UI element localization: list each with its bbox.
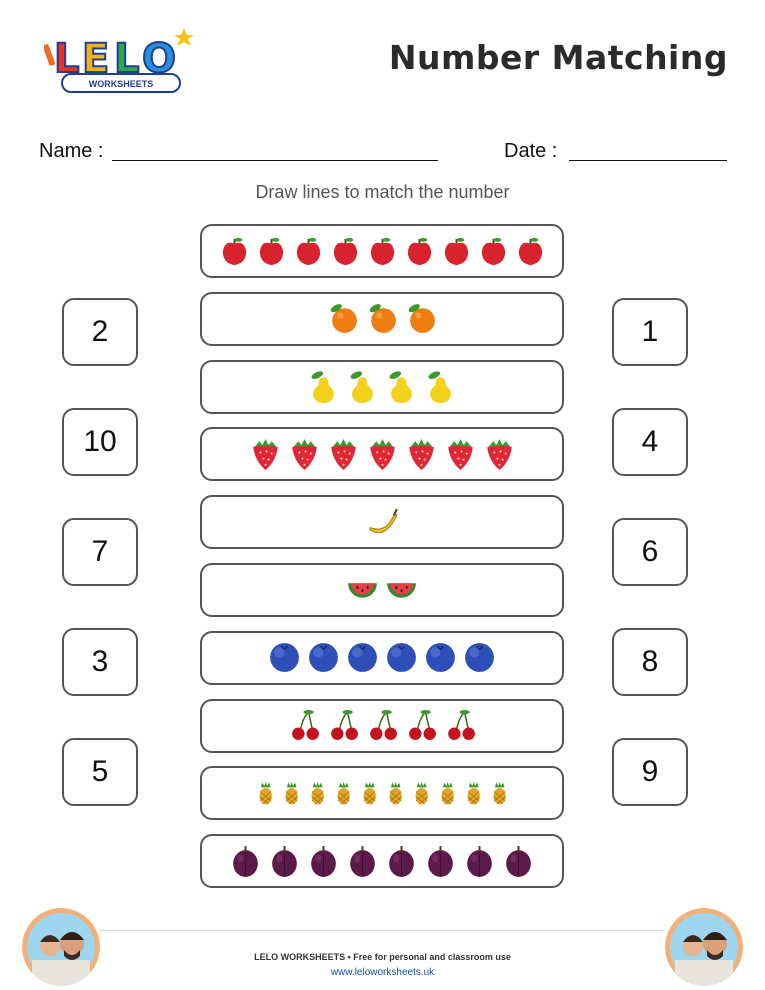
- apple-icon: [514, 235, 547, 268]
- logo-subtitle: WORKSHEETS: [88, 79, 154, 89]
- pear-icon: [345, 369, 380, 404]
- plum-icon: [423, 844, 458, 879]
- footer-url[interactable]: www.leloworksheets.uk: [330, 967, 435, 978]
- orange-icon: [365, 301, 400, 336]
- svg-text:E: E: [82, 36, 110, 82]
- lelo-logo: [44, 26, 204, 96]
- left-number-box-3[interactable]: 3: [62, 628, 138, 696]
- plum-icon: [501, 844, 536, 879]
- plum-icon: [306, 844, 341, 879]
- left-number-box-10[interactable]: 10: [62, 408, 138, 476]
- strawberry-icon: [365, 437, 400, 472]
- apple-icon: [255, 235, 288, 268]
- date-field-line[interactable]: [569, 160, 727, 161]
- author-avatar-right: [665, 908, 743, 986]
- right-number-box-1[interactable]: 1: [612, 298, 688, 366]
- blueberry-icon: [423, 640, 458, 675]
- pineapple-icon: [384, 777, 406, 810]
- apple-icon: [329, 235, 362, 268]
- cherry-icon: [287, 708, 322, 743]
- pineapple-icon: [410, 777, 432, 810]
- blueberry-icon: [306, 640, 341, 675]
- right-number-box-6[interactable]: 6: [612, 518, 688, 586]
- apple-icon: [403, 235, 436, 268]
- plum-icon: [267, 844, 302, 879]
- cherry-icon: [443, 708, 478, 743]
- apple-icon: [477, 235, 510, 268]
- right-number-box-9[interactable]: 9: [612, 738, 688, 806]
- svg-text:L: L: [54, 36, 80, 82]
- watermelon-icon: [384, 573, 419, 608]
- name-field-line[interactable]: [112, 160, 438, 161]
- pear-icon: [306, 369, 341, 404]
- svg-text:L: L: [114, 36, 140, 82]
- watermelon-icon: [345, 573, 380, 608]
- strawberry-icon: [443, 437, 478, 472]
- blueberry-icon: [267, 640, 302, 675]
- pineapple-icon: [436, 777, 458, 810]
- fruit-row-plum[interactable]: [200, 834, 564, 888]
- pineapple-icon: [280, 777, 302, 810]
- plum-icon: [345, 844, 380, 879]
- pineapple-icon: [254, 777, 276, 810]
- blueberry-icon: [462, 640, 497, 675]
- cherry-icon: [365, 708, 400, 743]
- left-number-box-7[interactable]: 7: [62, 518, 138, 586]
- orange-icon: [404, 301, 439, 336]
- strawberry-icon: [248, 437, 283, 472]
- strawberry-icon: [404, 437, 439, 472]
- apple-icon: [292, 235, 325, 268]
- date-label: Date :: [504, 140, 558, 162]
- instruction-text: Draw lines to match the number: [255, 182, 510, 202]
- svg-text:O: O: [142, 36, 177, 82]
- fruit-row-strawberry[interactable]: [200, 427, 564, 481]
- fruit-row-pineapple[interactable]: [200, 766, 564, 820]
- cherry-icon: [404, 708, 439, 743]
- pineapple-icon: [306, 777, 328, 810]
- orange-icon: [326, 301, 361, 336]
- left-number-box-5[interactable]: 5: [62, 738, 138, 806]
- right-number-box-8[interactable]: 8: [612, 628, 688, 696]
- apple-icon: [218, 235, 251, 268]
- pear-icon: [423, 369, 458, 404]
- left-number-box-2[interactable]: 2: [62, 298, 138, 366]
- name-label: Name :: [39, 140, 104, 162]
- fruit-row-orange[interactable]: [200, 292, 564, 346]
- page-title: Number Matching: [388, 38, 728, 77]
- strawberry-icon: [482, 437, 517, 472]
- author-avatar-left: [22, 908, 100, 986]
- fruit-row-cherry[interactable]: [200, 699, 564, 753]
- plum-icon: [462, 844, 497, 879]
- fruit-row-watermelon[interactable]: [200, 563, 564, 617]
- plum-icon: [228, 844, 263, 879]
- fruit-row-apple[interactable]: [200, 224, 564, 278]
- blueberry-icon: [345, 640, 380, 675]
- pineapple-icon: [462, 777, 484, 810]
- right-number-box-4[interactable]: 4: [612, 408, 688, 476]
- pear-icon: [384, 369, 419, 404]
- strawberry-icon: [287, 437, 322, 472]
- fruit-row-pear[interactable]: [200, 360, 564, 414]
- apple-icon: [440, 235, 473, 268]
- footer-divider: [100, 930, 665, 931]
- cherry-icon: [326, 708, 361, 743]
- fruit-row-banana[interactable]: [200, 495, 564, 549]
- plum-icon: [384, 844, 419, 879]
- pineapple-icon: [358, 777, 380, 810]
- pineapple-icon: [488, 777, 510, 810]
- fruit-row-blueberry[interactable]: [200, 631, 564, 685]
- strawberry-icon: [326, 437, 361, 472]
- apple-icon: [366, 235, 399, 268]
- footer-text: LELO WORKSHEETS • Free for personal and classroom use: [254, 952, 511, 962]
- pineapple-icon: [332, 777, 354, 810]
- blueberry-icon: [384, 640, 419, 675]
- banana-icon: [365, 505, 400, 540]
